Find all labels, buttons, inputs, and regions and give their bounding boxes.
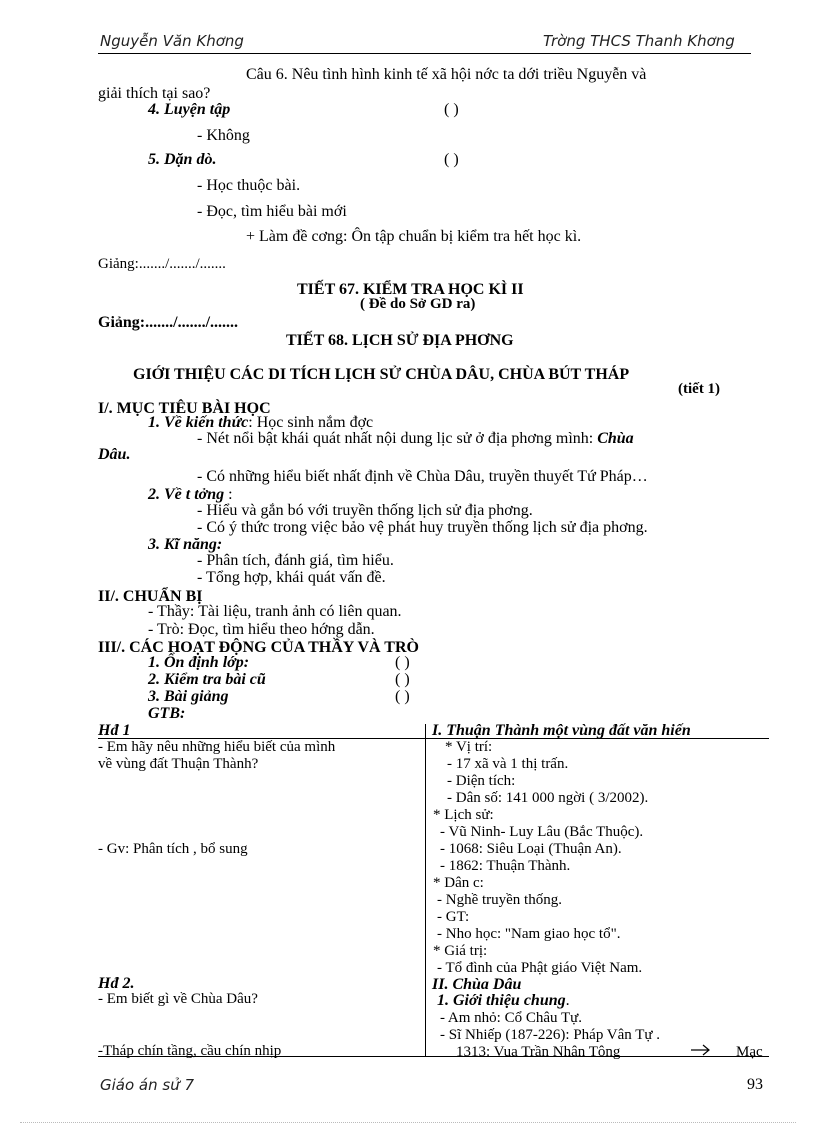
practice-item: - Không bbox=[197, 127, 250, 144]
arrow-right-icon bbox=[690, 1043, 712, 1057]
attitude-rest: : bbox=[228, 486, 233, 503]
hd2-note: -Tháp chín tầng, cầu chín nhịp bbox=[98, 1043, 282, 1059]
attitude-item: - Có ý thức trong việc bảo vệ phát huy truyền thống lịch sử địa phơng. bbox=[197, 519, 648, 536]
cut-line-left: 1313: Vua Trần Nhân Tông bbox=[456, 1044, 621, 1060]
preparation-item: - Thầy: Tài liệu, tranh ảnh có liên quan. bbox=[148, 603, 402, 620]
history-item: - Vũ Ninh- Luy Lâu (Bắc Thuộc). bbox=[440, 824, 644, 840]
hd1-question-line2: về vùng đất Thuận Thành? bbox=[98, 756, 259, 772]
table-divider bbox=[425, 724, 426, 1056]
location-item: - Dân số: 141 000 ngời ( 3/2002). bbox=[447, 790, 649, 806]
section1-title: I. Thuận Thành một vùng đất văn hiến bbox=[432, 722, 691, 739]
intro-line bbox=[437, 993, 570, 1009]
teach-date-68: Giảng:......./......./....... bbox=[98, 314, 239, 331]
homework-item: - Học thuộc bài. bbox=[197, 177, 301, 194]
cut-line-right: Mạc bbox=[736, 1044, 763, 1060]
intro-item: - Am nhỏ: Cổ Châu Tự. bbox=[440, 1010, 583, 1026]
lesson68-subtitle: GIỚI THIỆU CÁC DI TÍCH LỊCH SỬ CHÙA DÂU, CHÙA BÚT THÁP bbox=[133, 366, 630, 383]
gtb-label: GTB: bbox=[148, 705, 186, 722]
attitude-title: 2. Về t tởng bbox=[148, 486, 225, 503]
history-item: - 1862: Thuận Thành. bbox=[440, 858, 571, 874]
value-title: * Giá trị: bbox=[433, 943, 488, 959]
history-item: - 1068: Siêu Loại (Thuận An). bbox=[440, 841, 622, 857]
question6-line1: Câu 6. Nêu tình hình kinh tế xã hội nớc ta dới triều Nguyễn và bbox=[246, 66, 647, 83]
lesson67-subtitle: ( Đề do Sở GD ra) bbox=[360, 296, 476, 312]
people-item: - Nho học: "Nam giao học tổ". bbox=[437, 926, 621, 942]
homework-extra: + Làm đề cơng: Ôn tập chuẩn bị kiểm tra hết học kì. bbox=[246, 228, 582, 245]
step-paren: ( ) bbox=[395, 654, 410, 671]
step-paren: ( ) bbox=[395, 671, 410, 688]
lesson68-part: (tiết 1) bbox=[678, 381, 721, 397]
step-label: 3. Bài giảng bbox=[148, 688, 229, 705]
knowledge-item1-bold: Chùa bbox=[597, 430, 634, 447]
people-item: - Nghề truyền thống. bbox=[437, 892, 562, 908]
step-paren: ( ) bbox=[395, 688, 410, 705]
hd1-question-line1: - Em hãy nêu những hiểu biết của mình bbox=[98, 739, 336, 755]
people-item: - GT: bbox=[437, 909, 470, 925]
knowledge-item2: - Có những hiểu biết nhất định về Chùa Dâu, truyền thuyết Tứ Pháp… bbox=[197, 468, 648, 485]
question6-line2: giải thích tại sao? bbox=[98, 85, 211, 102]
activities-heading: III/. CÁC HOẠT ĐỘNG CỦA THẦY VÀ TRÒ bbox=[98, 639, 419, 656]
homework-item: - Đọc, tìm hiểu bài mới bbox=[197, 203, 347, 220]
preparation-heading: II/. CHUẨN BỊ bbox=[98, 588, 203, 605]
knowledge-rest: : Học sinh nắm đợc bbox=[248, 414, 374, 431]
knowledge-title: 1. Về kiến thức bbox=[148, 414, 249, 431]
skills-item: - Phân tích, đánh giá, tìm hiểu. bbox=[197, 552, 394, 569]
footer-subject: Giáo án sử 7 bbox=[100, 1076, 195, 1094]
homework-paren: ( ) bbox=[444, 151, 459, 168]
knowledge-item1 bbox=[197, 431, 634, 447]
homework-title: 5. Dặn dò. bbox=[148, 151, 217, 168]
knowledge-line bbox=[148, 415, 373, 431]
people-title: * Dân c: bbox=[433, 875, 484, 891]
practice-title: 4. Luyện tập bbox=[148, 101, 231, 118]
skills-title: 3. Kĩ năng: bbox=[148, 536, 223, 553]
attitude-line bbox=[148, 487, 233, 503]
objectives-heading: I/. MỤC TIÊU BÀI HỌC bbox=[98, 400, 271, 417]
location-item: - 17 xã và 1 thị trấn. bbox=[447, 756, 569, 772]
header-school: Trờng THCS Thanh Khơng bbox=[543, 32, 735, 50]
step-label: 1. Ổn định lớp: bbox=[148, 654, 250, 671]
header-author: Nguyễn Văn Khơng bbox=[100, 32, 244, 50]
location-title: * Vị trí: bbox=[445, 739, 493, 755]
hd1-title: Hđ 1 bbox=[98, 722, 131, 739]
skills-item: - Tổng hợp, khái quát vấn đề. bbox=[197, 569, 386, 586]
preparation-item: - Trò: Đọc, tìm hiểu theo hớng dẫn. bbox=[148, 621, 375, 638]
hd2-question: - Em biết gì về Chùa Dâu? bbox=[98, 991, 258, 1007]
intro-dot: . bbox=[565, 992, 570, 1009]
step-label: 2. Kiểm tra bài cũ bbox=[148, 671, 266, 688]
lesson68-title: TIẾT 68. LỊCH SỬ ĐỊA PHƠNG bbox=[286, 332, 514, 349]
teach-date-67: Giảng:......./......./....... bbox=[98, 256, 226, 272]
header-rule bbox=[98, 53, 751, 54]
value-item: - Tổ đình của Phật giáo Việt Nam. bbox=[437, 960, 643, 976]
hd1-gv: - Gv: Phân tích , bổ sung bbox=[98, 841, 248, 857]
section2-title: II. Chùa Dâu bbox=[432, 976, 522, 993]
intro-item: - Sĩ Nhiếp (187-226): Pháp Vân Tự . bbox=[440, 1027, 661, 1043]
history-title: * Lịch sử: bbox=[433, 807, 494, 823]
location-item: - Diện tích: bbox=[447, 773, 516, 789]
attitude-item: - Hiểu và gắn bó với truyền thống lịch sử địa phơng. bbox=[197, 502, 533, 519]
page-number: 93 bbox=[747, 1076, 763, 1093]
practice-paren: ( ) bbox=[444, 101, 459, 118]
hd2-title: Hđ 2. bbox=[98, 975, 135, 992]
lesson67-title: TIẾT 67. KIỂM TRA HỌC KÌ II bbox=[297, 281, 524, 298]
knowledge-item1-cont: Dâu. bbox=[98, 446, 131, 463]
intro-title: 1. Giới thiệu chung bbox=[437, 992, 566, 1009]
knowledge-item1-text: - Nét nổi bật khái quát nhất nội dung lịc sử ở địa phơng mình: bbox=[197, 430, 598, 447]
